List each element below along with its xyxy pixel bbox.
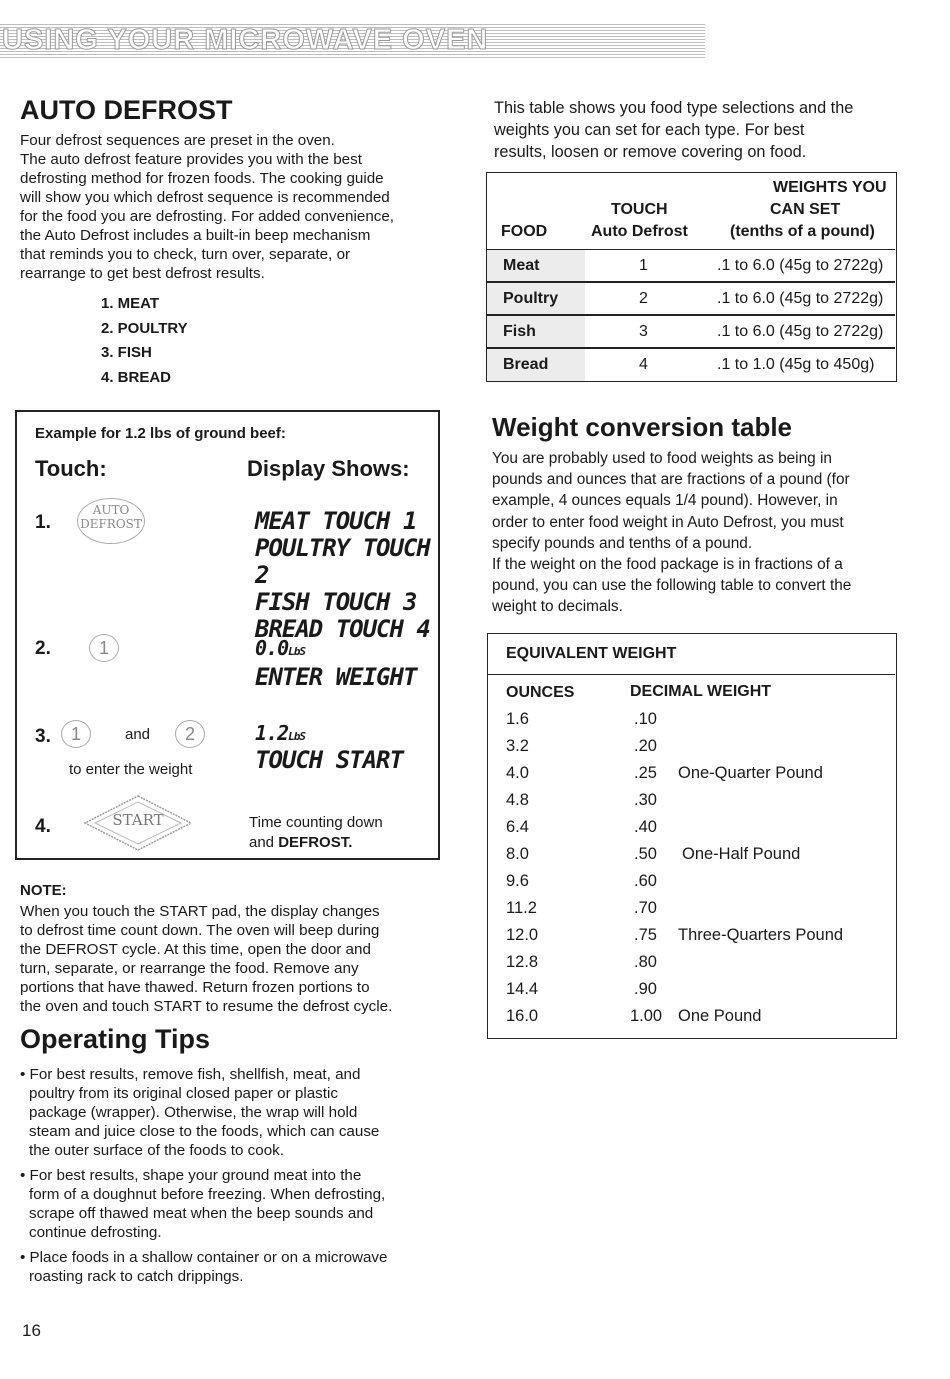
example-box [15,410,440,860]
intro-line: for the food you are defrosting. For added convenience, [20,208,395,225]
oz-cell: 16.0 [506,1007,539,1025]
touch-cell: 3 [639,323,648,340]
lcd-line: POULTRY TOUCH 2 [255,534,430,589]
lcd-line: FISH TOUCH 3 [255,588,417,616]
number-1-pad-icon: 1 [89,634,119,662]
note-line: When you touch the START pad, the display changes [20,903,380,920]
table-row [487,315,895,348]
start-label: START [112,811,164,829]
example-title: Example for 1.2 lbs of ground beef: [35,425,286,442]
decimal-cell: .60 [634,872,657,890]
table-title-row [488,634,895,675]
lcd-line: BREAD TOUCH 4 [255,615,430,643]
intro-line: The auto defrost feature provides you with the best [20,151,362,168]
decimal-cell: .30 [634,791,657,809]
table-row [487,348,895,381]
touch-cell: 1 [639,257,648,274]
number-1-pad-icon: 1 [61,720,91,748]
table-title: EQUIVALENT WEIGHT [506,645,677,662]
weight-conversion-text [492,448,902,618]
list-item: • Place foods in a shallow container or on a microwave roasting rack to catch drippings. [20,1249,388,1285]
lcd-value: 0.0 [255,636,289,660]
equivalent-weight-table [487,633,897,1039]
text-line: and DEFROST. [249,834,353,851]
weights-cell: .1 to 6.0 (45g to 2722g) [717,290,884,307]
table-row [487,249,895,282]
banner-text: USING YOUR MICROWAVE OVEN [2,24,489,56]
list-item: 2. POULTRY [101,319,188,337]
decimal-cell: .10 [634,710,657,728]
oz-cell: 4.0 [506,764,529,782]
list-item: 3. FISH [101,344,152,361]
touch-header: Touch: [35,456,107,481]
intro-line: will show you which defrost sequence is recommended [20,189,390,206]
lcd-line: MEAT TOUCH 1 [255,507,417,535]
oz-cell: 8.0 [506,845,529,863]
step-number: 4. [35,816,51,837]
lcd-display-menu [255,508,438,643]
food-cell: Meat [503,257,540,274]
intro-line: rearrange to get best defrost results. [20,265,265,282]
food-cell: Poultry [503,290,559,307]
lcd-unit: LbS [288,645,305,658]
lcd-message: ENTER WEIGHT [255,663,417,691]
note-title: NOTE: [20,882,67,899]
decimal-cell: .70 [634,899,657,917]
lcd-unit: LbS [288,730,305,743]
list-item: 4. BREAD [101,368,172,386]
decimal-cell: 1.00 [630,1007,663,1025]
weights-cell: .1 to 1.0 (45g to 450g) [717,356,875,373]
text-line: specify pounds and tenths of a pound. [492,534,753,552]
auto-defrost-intro [20,131,460,283]
note-cell: Three-Quarters Pound [678,926,844,944]
list-item: • For best results, shape your ground meat into the form of a doughnut before freezing. When defrosting, scrape off thawed meat when the beep sounds and continue defrosting. [20,1167,386,1241]
oz-cell: 12.8 [506,953,539,971]
operating-tips-list [20,1065,460,1286]
oz-cell: 3.2 [506,737,529,755]
lcd-weight-value [255,636,305,660]
intro-line: weights you can set for each type. For best [494,121,805,139]
step-4-text [249,813,383,853]
table-row [487,282,895,315]
food-table [486,172,897,382]
note-text [20,902,460,1016]
and-text: and [125,726,151,743]
list-item: 1. MEAT [101,295,160,312]
auto-defrost-pad-icon: AUTO DEFROST [77,498,145,544]
header-weights: WEIGHTS YOU [773,179,887,196]
decimal-cell: .20 [634,737,657,755]
text-line: weight to decimals. [492,598,623,616]
step-number: 3. [35,726,51,747]
column-header-ounces: OUNCES [506,684,575,701]
start-pad-icon [83,794,193,852]
oz-cell: 14.4 [506,980,539,998]
weights-cell: .1 to 6.0 (45g to 2722g) [717,257,884,274]
note-line: turn, separate, or rearrange the food. Remove any [20,960,359,977]
text-line: pound, you can use the following table to convert the [492,577,852,595]
step-caption: to enter the weight [69,761,193,778]
touch-cell: 2 [639,290,648,307]
food-table-header [487,173,895,246]
note-line: the oven and touch START to resume the defrost cycle. [20,998,393,1015]
lcd-weight-value [255,721,305,745]
intro-line: the Auto Defrost includes a built-in beep mechanism [20,227,371,244]
lcd-value: 1.2 [255,721,289,745]
oz-cell: 4.8 [506,791,529,809]
section-banner [0,22,705,58]
decimal-cell: .75 [634,926,657,944]
list-item: • For best results, remove fish, shellfish, meat, and poultry from its original closed paper or plastic package (wrapper). Otherwise, the wrap will hold steam and juice close to the foods, which can cause the outer surface of the foods to cook. [20,1066,380,1159]
lcd-message: TOUCH START [255,746,403,774]
page-number: 16 [22,1321,41,1340]
food-cell: Fish [503,323,536,340]
number-2-pad-icon: 2 [175,720,205,748]
operating-tips-title: Operating Tips [20,1024,211,1054]
header-tenths: (tenths of a pound) [730,223,875,240]
text-line: If the weight on the food package is in fractions of a [492,556,843,574]
oz-cell: 9.6 [506,872,529,890]
header-auto-defrost: Auto Defrost [591,223,688,240]
oz-cell: 11.2 [506,899,537,917]
decimal-cell: .90 [634,980,657,998]
intro-line: This table shows you food type selections and the [494,99,854,117]
oz-cell: 12.0 [506,926,539,944]
decimal-cell: .50 [634,845,657,863]
text-line: Time counting down [249,814,383,831]
auto-defrost-title: AUTO DEFROST [20,95,233,125]
oz-cell: 1.6 [506,710,529,728]
intro-line: that reminds you to check, turn over, separate, or [20,246,351,263]
column-header-decimal: DECIMAL WEIGHT [630,683,772,700]
weight-conversion-title: Weight conversion table [492,412,793,442]
defrost-sequence-list [101,292,188,390]
intro-line: defrosting method for frozen foods. The cooking guide [20,170,384,187]
note-cell: One-Half Pound [682,845,801,863]
decimal-cell: .25 [634,764,657,782]
header-can-set: CAN SET [770,201,841,218]
display-header: Display Shows: [247,456,410,481]
step-number: 1. [35,512,51,533]
intro-line: results, loosen or remove covering on food. [494,143,807,161]
table-intro [494,97,853,163]
decimal-cell: .40 [634,818,657,836]
text-line: order to enter food weight in Auto Defrost, you must [492,513,844,531]
text-line: pounds and ounces that are fractions of a pound (for [492,471,850,489]
note-line: to defrost time count down. The oven will beep during [20,922,380,939]
decimal-cell: .80 [634,953,657,971]
header-touch: TOUCH [611,201,668,218]
text-line: You are probably used to food weights as being in [492,450,832,467]
intro-line: Four defrost sequences are preset in the oven. [20,132,335,149]
note-line: portions that have thawed. Return frozen portions to [20,979,370,996]
step-number: 2. [35,638,51,659]
food-cell: Bread [503,356,549,373]
note-cell: One-Quarter Pound [678,764,823,782]
touch-cell: 4 [639,356,648,373]
oz-cell: 6.4 [506,818,529,836]
note-line: the DEFROST cycle. At this time, open the door and [20,941,371,958]
weights-cell: .1 to 6.0 (45g to 2722g) [717,323,884,340]
note-cell: One Pound [678,1007,762,1025]
text-line: example, 4 ounces equals 1/4 pound). However, in [492,492,838,510]
header-food: FOOD [501,223,548,240]
